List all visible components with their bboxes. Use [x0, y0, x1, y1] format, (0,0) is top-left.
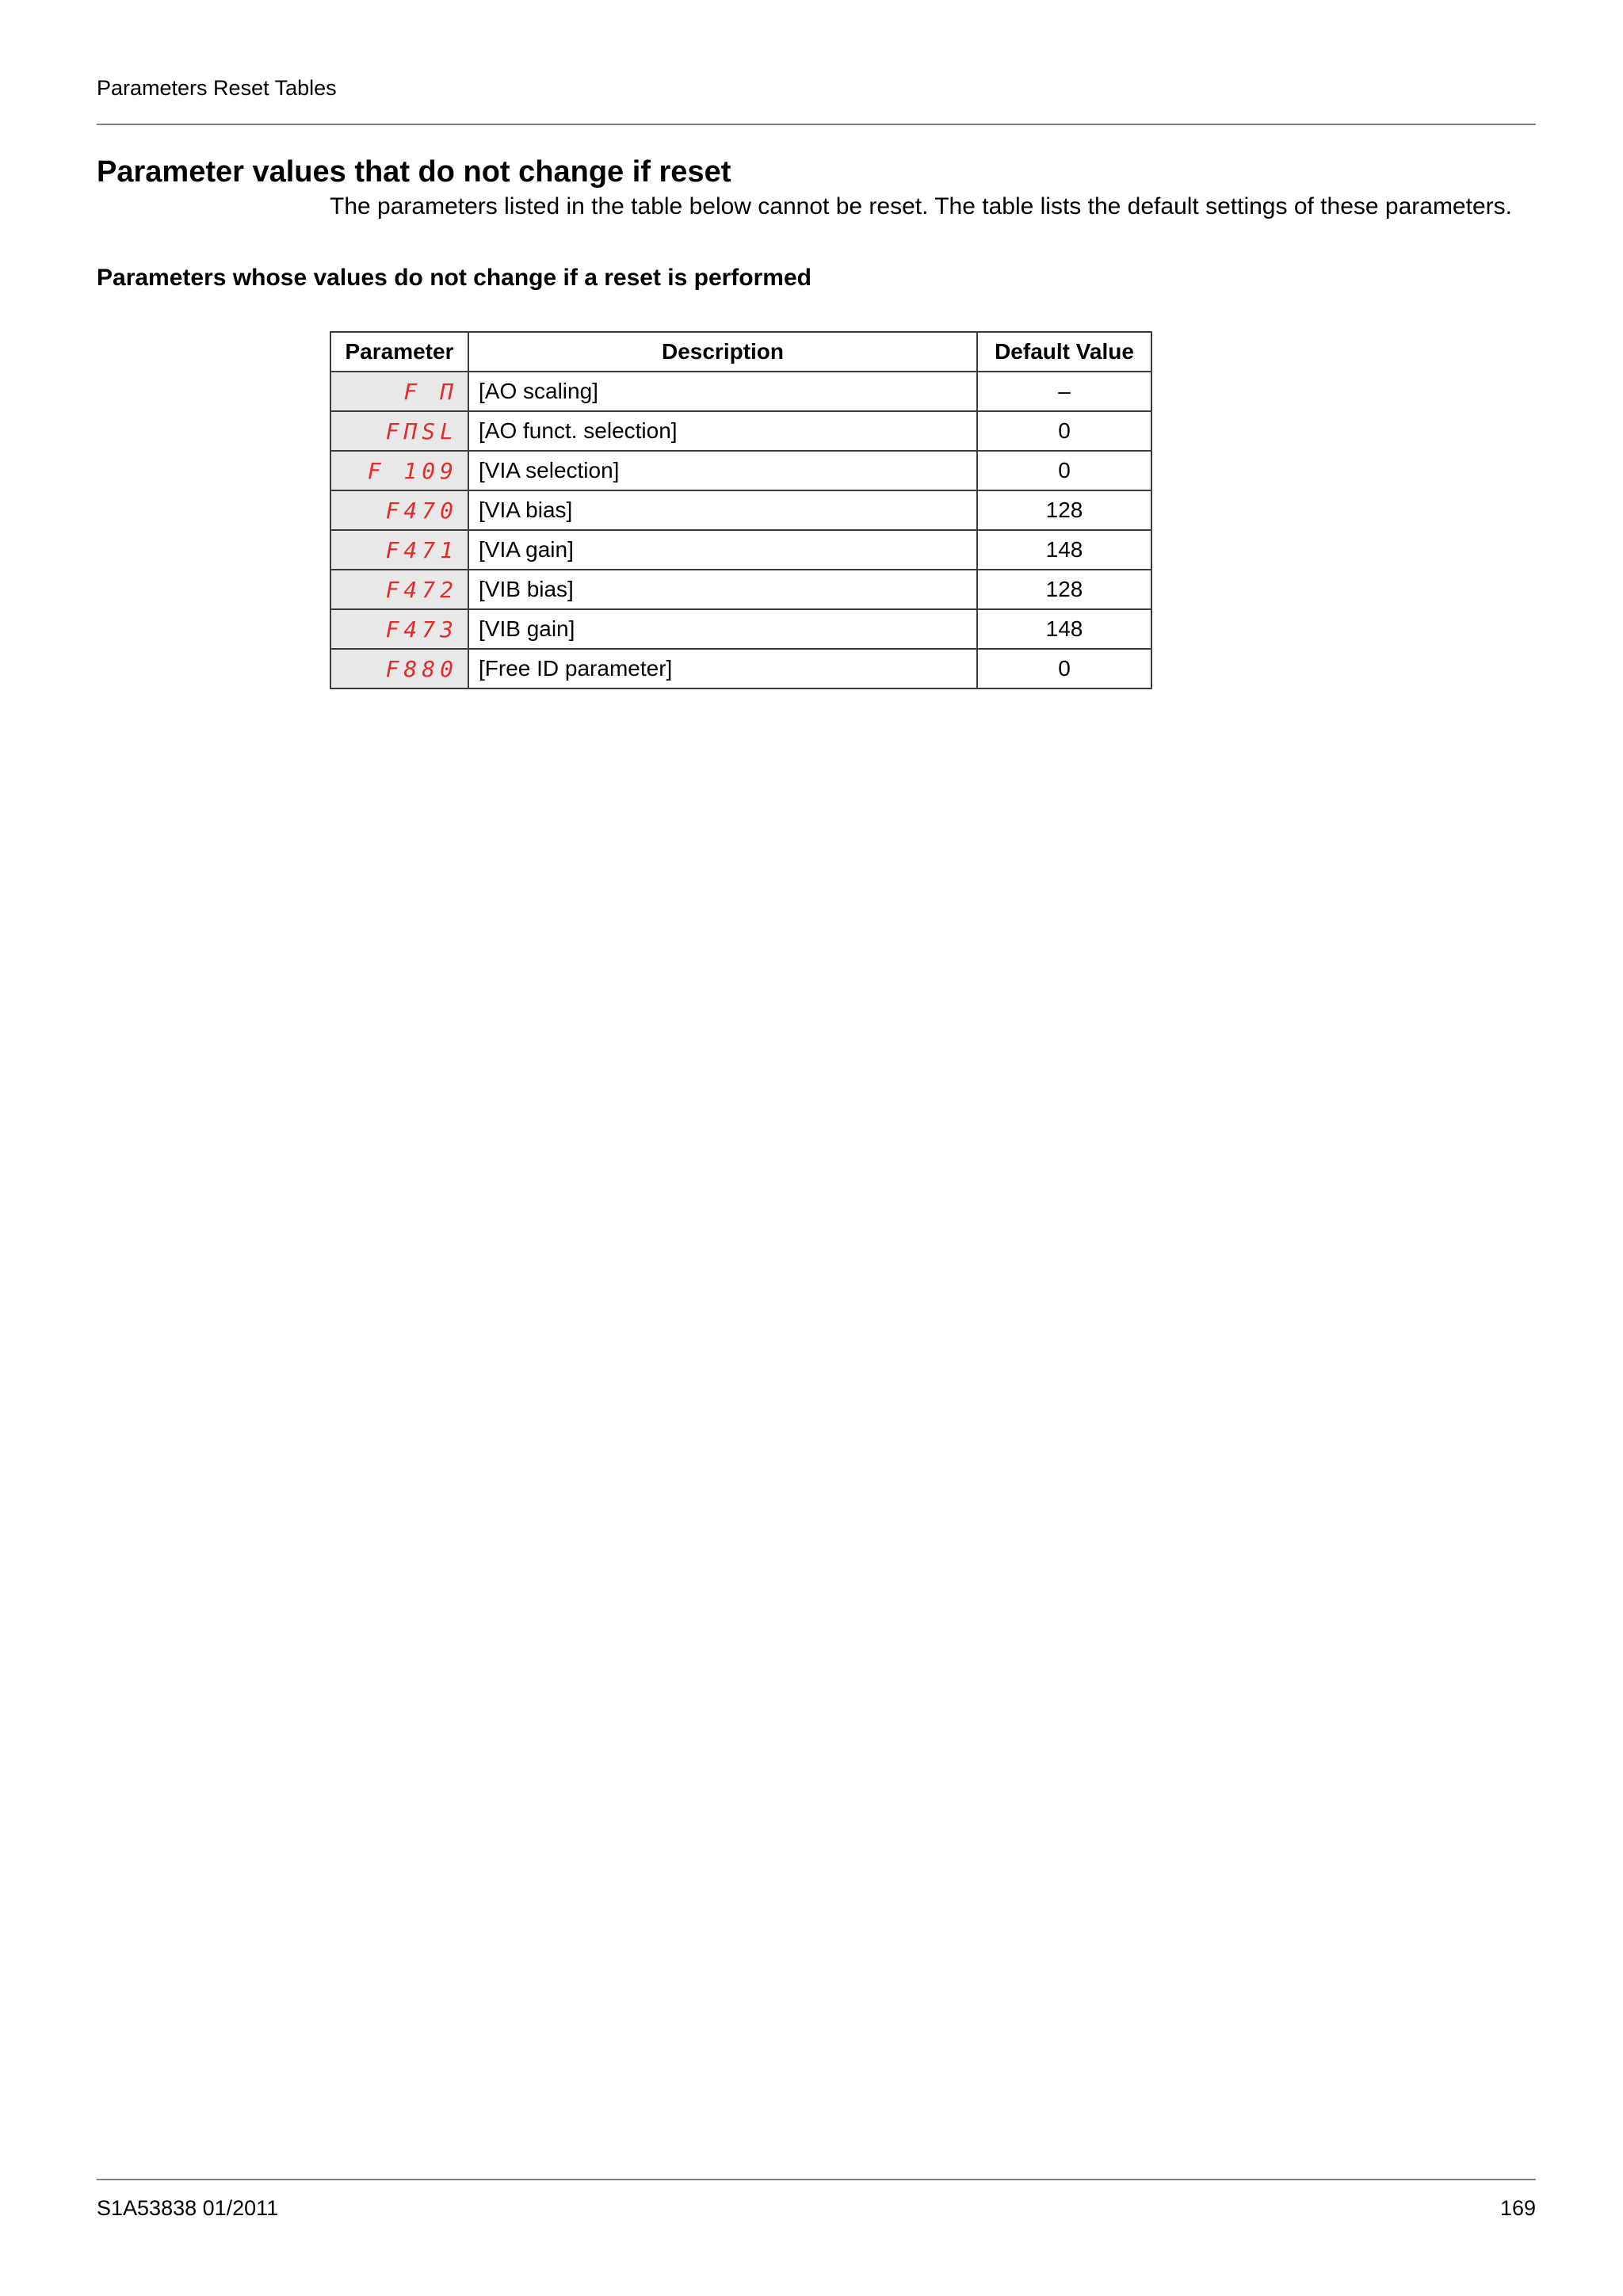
header-divider: [97, 124, 1536, 125]
table-row: [330, 372, 1151, 411]
table-header-row: [330, 332, 1151, 372]
section-title: Parameter values that do not change if reset: [97, 155, 731, 189]
table-row: [330, 649, 1151, 688]
parameter-code: FΠSL: [330, 411, 468, 451]
parameter-default: 148: [977, 530, 1151, 570]
footer-page-number: 169: [1499, 2196, 1536, 2220]
parameter-default: 128: [977, 490, 1151, 530]
table-row: [330, 570, 1151, 609]
footer-document-id: S1A53838 01/2011: [97, 2196, 279, 2220]
parameter-default: 128: [977, 570, 1151, 609]
parameter-default: 0: [977, 451, 1151, 490]
parameter-default: 0: [977, 411, 1151, 451]
table-row: [330, 530, 1151, 570]
header-description: Description: [468, 332, 977, 372]
parameter-description: [AO scaling]: [468, 372, 977, 411]
header-default-value: Default Value: [977, 332, 1151, 372]
parameter-description: [VIB bias]: [468, 570, 977, 609]
parameters-table: [330, 331, 1152, 689]
parameter-code: F473: [330, 609, 468, 649]
header-parameter: Parameter: [330, 332, 468, 372]
parameter-code: F471: [330, 530, 468, 570]
page-header-title: Parameters Reset Tables: [97, 76, 337, 100]
parameter-default: 0: [977, 649, 1151, 688]
table-caption: Parameters whose values do not change if a reset is performed: [97, 265, 812, 291]
parameter-code: F470: [330, 490, 468, 530]
parameter-default: –: [977, 372, 1151, 411]
parameter-description: [VIA bias]: [468, 490, 977, 530]
parameter-description: [AO funct. selection]: [468, 411, 977, 451]
parameter-description: [VIA selection]: [468, 451, 977, 490]
parameter-description: [Free ID parameter]: [468, 649, 977, 688]
parameter-description: [VIA gain]: [468, 530, 977, 570]
parameter-code: F880: [330, 649, 468, 688]
table-row: [330, 451, 1151, 490]
parameter-description: [VIB gain]: [468, 609, 977, 649]
intro-paragraph: The parameters listed in the table below cannot be reset. The table lists the default settings of these parameters.: [330, 193, 1512, 219]
parameter-code: F472: [330, 570, 468, 609]
table-row: [330, 490, 1151, 530]
parameter-default: 148: [977, 609, 1151, 649]
footer-divider: [97, 2179, 1536, 2180]
parameter-code: F 109: [330, 451, 468, 490]
parameter-code: F Π: [330, 372, 468, 411]
table-row: [330, 411, 1151, 451]
table-row: [330, 609, 1151, 649]
